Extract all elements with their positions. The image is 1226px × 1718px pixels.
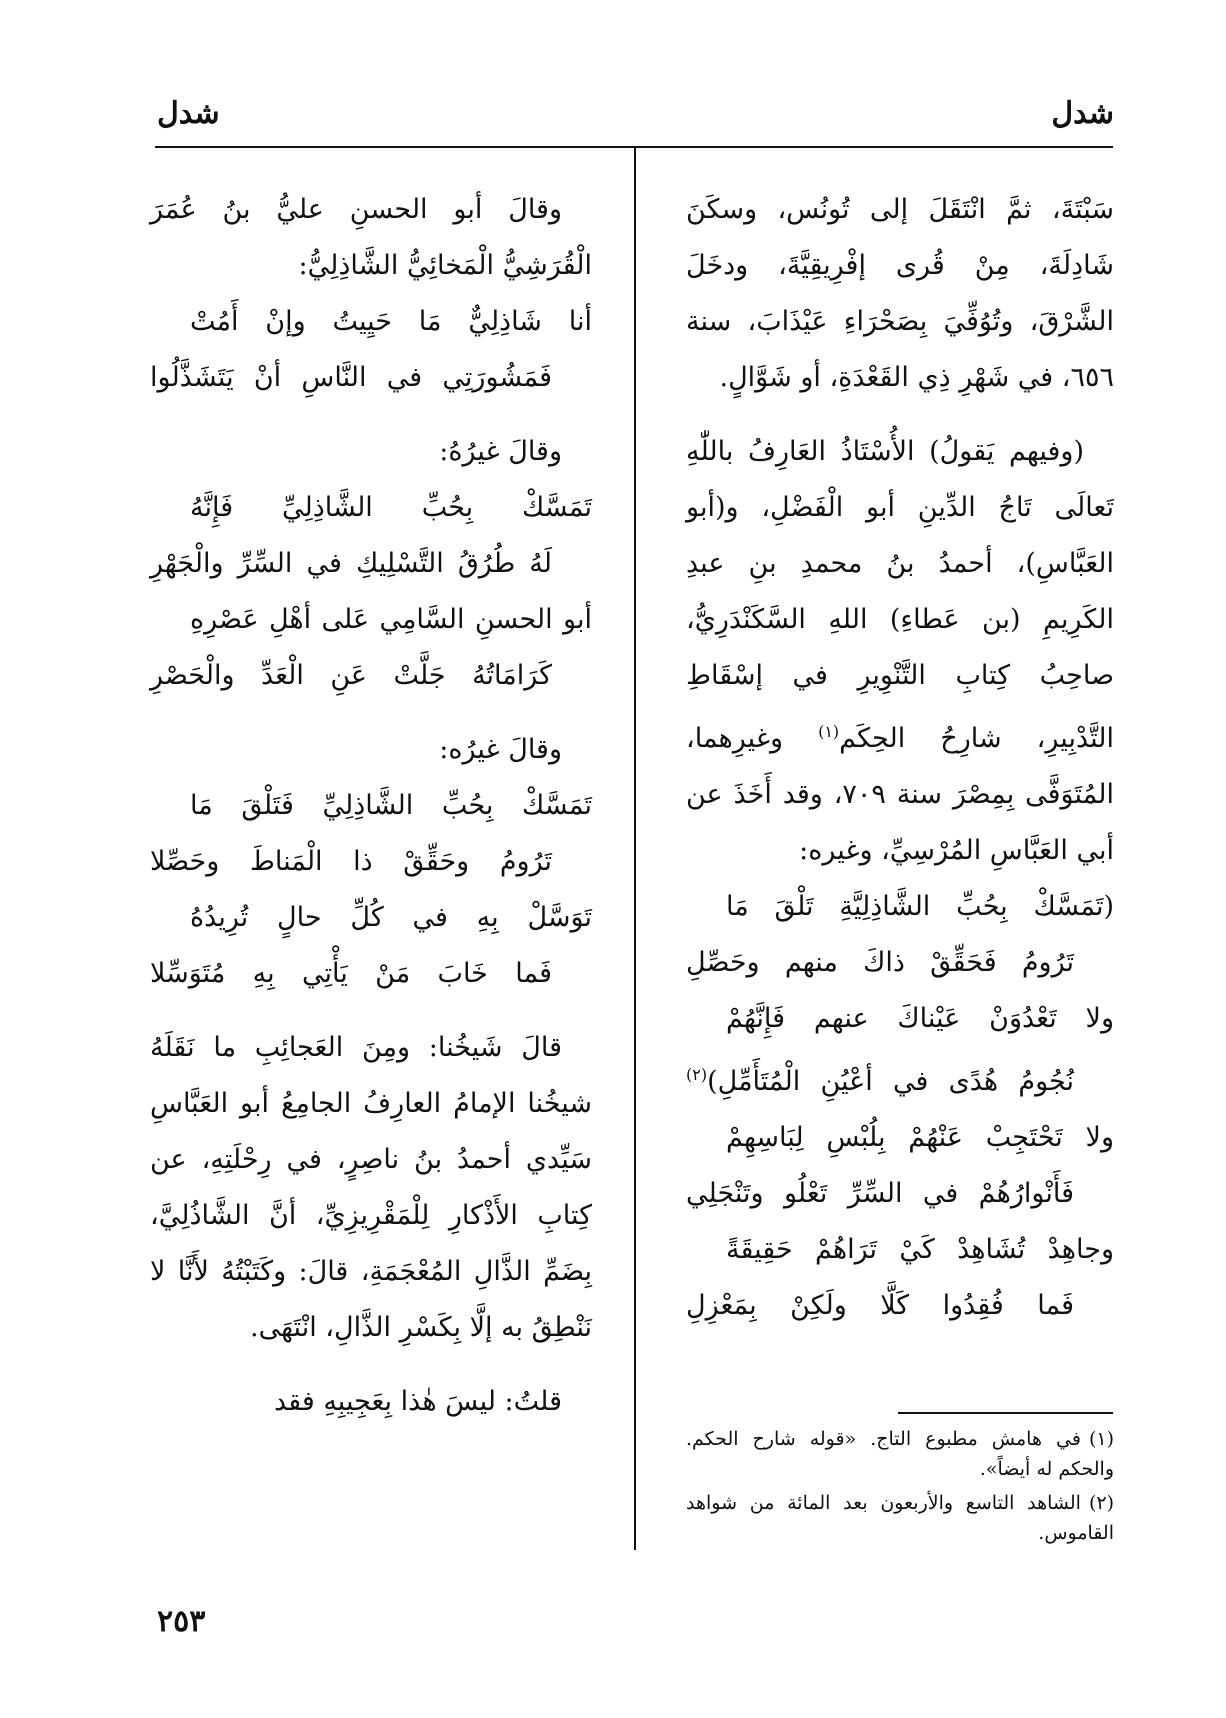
poem-line: أبو الحسنِ السَّامِي عَلى أهْلِ عَصْرِهِ: [190, 604, 592, 635]
footnote-rule: [898, 1412, 1113, 1414]
footnote-2: [686, 1488, 1114, 1548]
footnote-ref-2: (٢): [686, 1065, 708, 1084]
verse-line: فَما فُقِدُوا كَلَّا ولَكِنْ بِمَعْزِلِ: [686, 1290, 1074, 1321]
verse-line: ولا تَعْدُوَنْ عَيْناكَ عنهم فَإِنَّهُمْ: [726, 1003, 1114, 1034]
right-paragraph-2: [686, 424, 1114, 879]
poem-line: تَمَسَّكْ بِحُبِّ الشَّاذِلِيِّ فَتَلْقَ مَا: [190, 790, 592, 821]
footnotes: [686, 1424, 1114, 1552]
footnote-number: (٢): [1088, 1492, 1114, 1514]
left-paragraph-2: وقالَ غيرُهُ:: [439, 436, 562, 467]
verse-line: ولا تَحْتَجِبْ عَنْهُمْ بِلُبْسِ لِبَاسِهِمْ: [726, 1122, 1114, 1153]
verse-line: (تَمَسَّكْ بِحُبِّ الشَّاذِلِيَّةِ تَلْقَ مَا: [726, 891, 1114, 922]
verse-line: فَأَنْوارُهُمْ في السِّرِّ تَعْلُو وتَنْجَلِي: [686, 1178, 1074, 1209]
footnote-text: في هامش مطبوع التاج. «قوله شارح الحكم. والحكم له أيضاً».: [686, 1428, 1114, 1480]
footnote-number: (١): [1088, 1428, 1114, 1450]
footnote-ref-1: (١): [818, 722, 840, 741]
left-paragraph-4: قالَ شَيخُنا: ومِنَ العَجائِبِ ما نَقَلَهُ شيخُنا الإمامُ العارِفُ الجامِعُ أبو العَبَّاسِ سَيِّدي أحمدُ بنُ ناصِرٍ، في رِحْلَتِهِ، عن كِتابِ الأَذْكارِ لِلْمَقْرِيزِيِّ، أنَّ الشَّاذُلِيَّ، بِضَمِّ الذَّالِ المُعْجَمَةِ، قالَ: وكَتَبْتُهُ لأَنَّا لا نَنْطِقُ به إلَّا بِكَسْرِ الذَّالِ، انْتَهَى.: [150, 1032, 592, 1343]
poem-line: فَمَشُورَتِي في النَّاسِ أنْ يَتَشَذَّلُوا: [150, 362, 552, 393]
poem-line: كَرَامَاتُهُ جَلَّتْ عَنِ الْعَدِّ والْحَصْرِ: [150, 660, 552, 691]
right-column: [686, 182, 1114, 1334]
footnote-text: الشاهد التاسع والأربعون بعد المائة من شواهد القاموس.: [686, 1492, 1114, 1544]
verse-line: تَرُومُ فَحَقِّقْ ذاكَ منهم وحَصِّلِ: [686, 947, 1074, 978]
running-head-left: شدل: [157, 96, 220, 131]
right-paragraph-1: سَبْتَةَ، ثمَّ انْتَقَلَ إلى تُونُس، وسكَنَ شَادِلَةَ، مِنْ قُرى إفْرِيقِيَّةَ، ودخَلَ الشَّرْقَ، وتُوُفِّيَ بِصَحْرَاءِ عَيْذَابَ، سنة ٦٥٦، في شَهْرِ ذِي القَعْدَةِ، أو شَوَّالٍ.: [686, 194, 1114, 393]
verse-line-text: نُجُومُ هُدًى في أعْيُنِ الْمُتَأَمِّلِ): [707, 1066, 1074, 1097]
right-paragraph-2-part2: وغيرِهما، المُتَوَفَّى بِمِصْرَ سنة ٧٠٩، وقد أَخَذَ عن أبي العَبَّاسِ المُرْسِيِّ، وغيره:: [686, 723, 1114, 866]
poem-line: تَوَسَّلْ بِهِ في كُلِّ حالٍ تُرِيدُهُ: [190, 902, 592, 933]
page-number: ٢٥٣: [157, 1604, 206, 1639]
poem-line: أنا شَاذِلِيٌّ مَا حَيِيتُ وإنْ أَمُتْ: [190, 306, 592, 337]
poem-line: تَمَسَّكْ بِحُبِّ الشَّاذِلِيِّ فَإِنَّهُ: [190, 492, 592, 523]
left-column: [150, 182, 592, 1430]
verse-line: وجاهِدْ تُشَاهِدْ كَيْ تَرَاهُمْ حَقِيقَةً: [726, 1234, 1114, 1265]
right-paragraph-2-part1: (وفيهم يَقولُ) الأُسْتَاذُ العَارِفُ باللّٰهِ تَعالَى تَاجُ الدِّينِ أبو الْفَضْلِ، و(أبو العَبَّاسِ)، أحمدُ بنُ محمدِ بنِ عبدِ الكَرِيمِ (بن عَطاءِ) اللهِ السَّكَنْدَرِيُّ، صاحِبُ كِتابِ التَّنْوِيرِ في إسْقَاطِ التَّدْبِيرِ، شارِحُ الحِكَم: [686, 436, 1115, 754]
left-paragraph-3: وقالَ غيرُه:: [439, 734, 562, 765]
footnote-1: [686, 1424, 1114, 1484]
running-head-right: شدل: [1051, 96, 1114, 131]
poem-line: لَهُ طُرُقُ التَّسْلِيكِ في السِّرِّ والْجَهْرِ: [150, 548, 552, 579]
left-paragraph-1: وقالَ أبو الحسنِ عليُّ بنُ عُمَرَ الْقُرَشِيُّ الْمَخائِيُّ الشَّاذِلِيُّ:: [150, 194, 592, 281]
poem-line: تَرُومُ وحَقِّقْ ذا الْمَناطَ وحَصِّلا: [150, 846, 552, 877]
verse-line: [686, 1047, 1114, 1110]
column-divider: [634, 148, 636, 1550]
left-paragraph-5: قلتُ: ليسَ هٰذا بِعَجِيبِهِ فقد: [274, 1386, 562, 1417]
poem-line: فَما خَابَ مَنْ يَأْتِي بِهِ مُتَوَسِّلا: [150, 958, 552, 989]
